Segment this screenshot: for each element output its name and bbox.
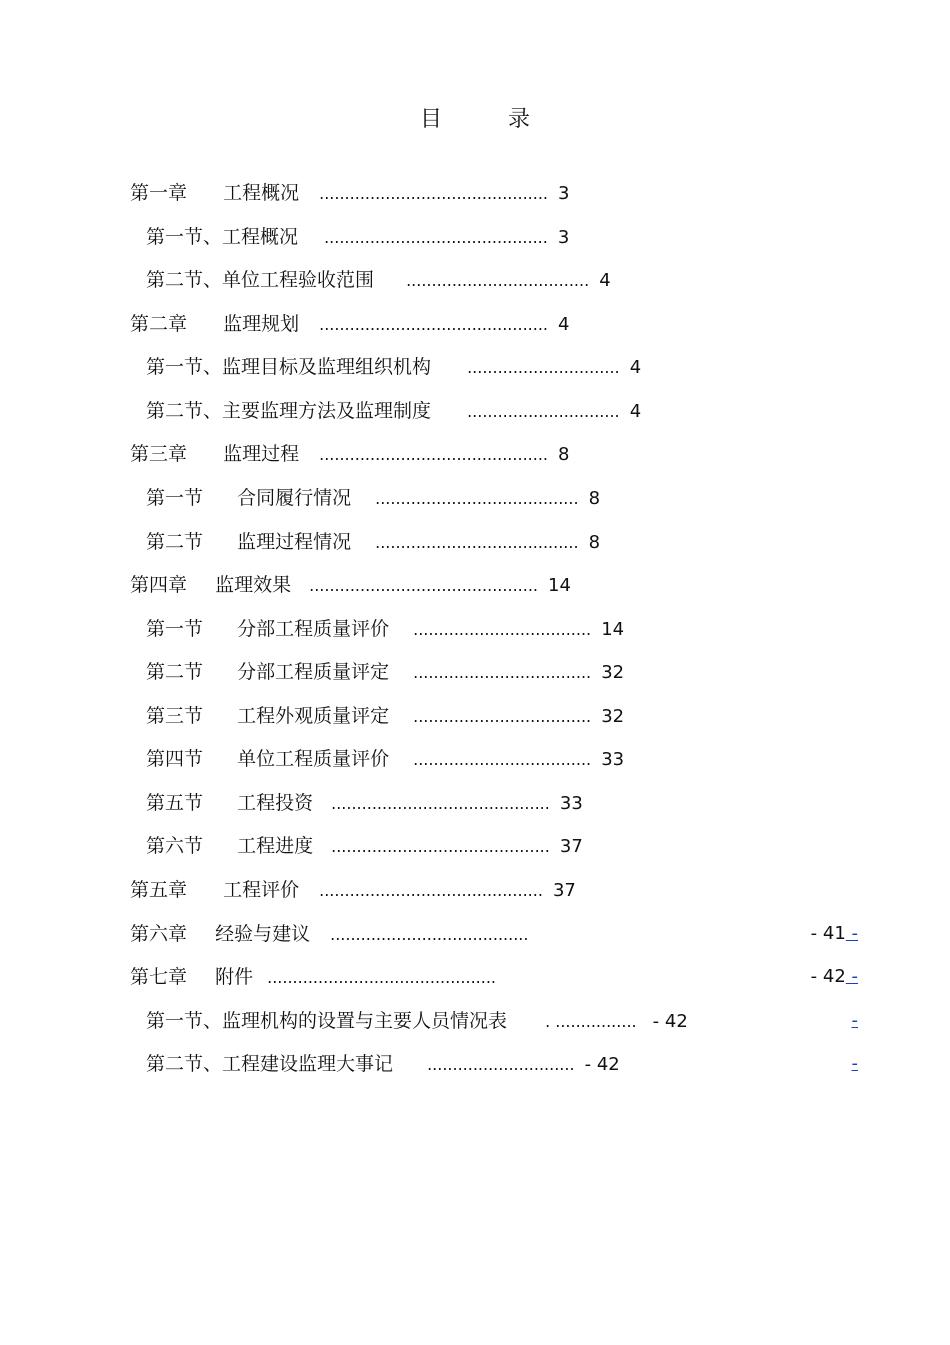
toc-page-link[interactable]: -	[845, 966, 858, 987]
toc-entry[interactable]	[146, 1051, 620, 1077]
toc-page-number: 8	[588, 532, 601, 553]
toc-entry-number: 第三章	[130, 443, 188, 465]
toc-page-number: 32	[601, 706, 625, 727]
toc-entry-title: 工程概况	[223, 182, 300, 204]
toc-entry[interactable]	[130, 572, 571, 598]
toc-page-number: 14	[601, 619, 625, 640]
toc-entry[interactable]	[146, 790, 583, 816]
toc-entry[interactable]	[146, 485, 600, 511]
toc-entry-title: 经验与建议	[215, 923, 311, 945]
toc-entry[interactable]	[146, 616, 624, 642]
toc-page-number: 3	[558, 183, 570, 204]
toc-page-number: - 42	[652, 1011, 688, 1032]
toc-leader-dots: .......................................	[330, 925, 529, 944]
toc-entry[interactable]	[130, 311, 570, 337]
toc-entry-number: 第二节	[146, 661, 204, 683]
toc-entry[interactable]	[130, 441, 570, 467]
toc-entry-title: 工程评价	[223, 879, 300, 901]
toc-entry[interactable]	[146, 833, 583, 859]
toc-right-page-label	[852, 1008, 859, 1034]
toc-entry-number: 第五节	[146, 792, 204, 814]
toc-entry[interactable]	[146, 746, 624, 772]
toc-entry-number: 第一节、工程概况	[146, 226, 299, 248]
toc-leader-dots: ...................................	[413, 663, 592, 682]
toc-page-number: 33	[559, 793, 583, 814]
toc-page-number: 32	[601, 662, 625, 683]
toc-entry[interactable]	[146, 267, 611, 293]
toc-page-number: - 41	[810, 923, 846, 944]
toc-page-number: 4	[629, 401, 642, 422]
toc-entry-title: 工程进度	[237, 835, 314, 857]
toc-entry[interactable]	[146, 1008, 688, 1034]
toc-entry[interactable]	[130, 180, 570, 206]
toc-entry[interactable]	[146, 703, 624, 729]
toc-leader-dots: ..............................	[467, 358, 620, 377]
toc-entry-number: 第七章	[130, 966, 188, 988]
toc-entry-number: 第二节、工程建设监理大事记	[146, 1053, 394, 1075]
toc-entry[interactable]	[146, 224, 569, 250]
toc-page-number: 37	[552, 880, 576, 901]
toc-leader-dots: ...........................................	[331, 794, 550, 813]
toc-entry-number: 第六节	[146, 835, 204, 857]
toc-page-number: 14	[548, 575, 571, 596]
toc-entry-number: 第一章	[130, 182, 188, 204]
toc-entry[interactable]	[146, 398, 641, 424]
toc-leader-dots: ....................................	[406, 271, 590, 290]
toc-entry-title: 分部工程质量评定	[237, 661, 390, 683]
toc-right-page-label	[811, 964, 858, 990]
toc-entry-title: 附件	[215, 966, 254, 988]
toc-leader-dots: ............................................	[319, 881, 543, 900]
toc-page-link[interactable]: -	[851, 1010, 858, 1031]
toc-leader-dots: .............................................	[319, 445, 548, 464]
toc-leader-dots: .............................................	[319, 315, 548, 334]
toc-entry-number: 第六章	[130, 923, 188, 945]
toc-page-number: 33	[601, 749, 625, 770]
toc-entry-title: 单位工程质量评价	[237, 748, 390, 770]
toc-entry-number: 第二章	[130, 313, 188, 335]
toc-page-number: 8	[558, 444, 570, 465]
toc-entry-title: 监理过程	[223, 443, 300, 465]
toc-page-number: 4	[599, 270, 611, 291]
toc-entry-title: 监理效果	[215, 574, 292, 596]
toc-page-number: 4	[558, 314, 570, 335]
toc-entry[interactable]	[130, 877, 576, 903]
toc-leader-dots: .............................................	[319, 184, 548, 203]
toc-entry-number: 第三节	[146, 705, 204, 727]
toc-entry-number: 第二节、主要监理方法及监理制度	[146, 400, 432, 422]
toc-page-number: 8	[588, 488, 601, 509]
toc-leader-dots: ............................................	[324, 228, 548, 247]
title-char-2: 录	[508, 107, 531, 132]
toc-entry-title: 分部工程质量评价	[237, 618, 390, 640]
toc-page-number: 3	[557, 227, 570, 248]
toc-leader-dots: ..............................	[467, 402, 620, 421]
toc-leader-dots: . ................	[545, 1012, 637, 1031]
toc-leader-dots: .............................	[427, 1055, 575, 1074]
toc-entry-title: 合同履行情况	[237, 487, 352, 509]
toc-leader-dots: ...................................	[413, 750, 592, 769]
toc-entry-number: 第一节	[146, 618, 204, 640]
toc-entry-title: 工程外观质量评定	[237, 705, 390, 727]
toc-leader-dots: .............................................	[267, 968, 496, 987]
toc-leader-dots: ...................................	[413, 707, 592, 726]
toc-entry-number: 第二节、单位工程验收范围	[146, 269, 375, 291]
toc-entry-number: 第五章	[130, 879, 188, 901]
toc-leader-dots: ........................................	[375, 489, 579, 508]
toc-right-page-label	[852, 1051, 859, 1077]
toc-entry-title: 工程投资	[237, 792, 314, 814]
toc-entry-number: 第一节	[146, 487, 204, 509]
toc-entry-title: 监理过程情况	[237, 531, 352, 553]
toc-page-link[interactable]: -	[851, 1053, 858, 1074]
toc-leader-dots: ...................................	[413, 620, 592, 639]
toc-entry[interactable]	[146, 529, 600, 555]
toc-leader-dots: ........................................	[375, 533, 579, 552]
toc-entry-number: 第一节、监理机构的设置与主要人员情况表	[146, 1010, 508, 1032]
title-char-1: 目	[419, 107, 442, 132]
toc-entry-number: 第一节、监理目标及监理组织机构	[146, 356, 432, 378]
toc-entry[interactable]	[146, 659, 624, 685]
toc-entry-number: 第二节	[146, 531, 204, 553]
toc-leader-dots: ...........................................	[331, 837, 550, 856]
toc-right-page-label	[811, 921, 858, 947]
toc-entry[interactable]	[146, 354, 641, 380]
toc-page-number: - 42	[584, 1054, 620, 1075]
toc-entry-number: 第四章	[130, 574, 188, 596]
toc-entry-title: 监理规划	[223, 313, 300, 335]
toc-page-link[interactable]: -	[845, 923, 858, 944]
toc-page-number: 4	[629, 357, 642, 378]
toc-entry-number: 第四节	[146, 748, 204, 770]
toc-entry[interactable]	[130, 921, 528, 947]
toc-page-number: 37	[559, 836, 583, 857]
toc-page-number: - 42	[810, 966, 846, 987]
toc-entry[interactable]	[130, 964, 496, 990]
toc-leader-dots: .............................................	[309, 576, 538, 595]
